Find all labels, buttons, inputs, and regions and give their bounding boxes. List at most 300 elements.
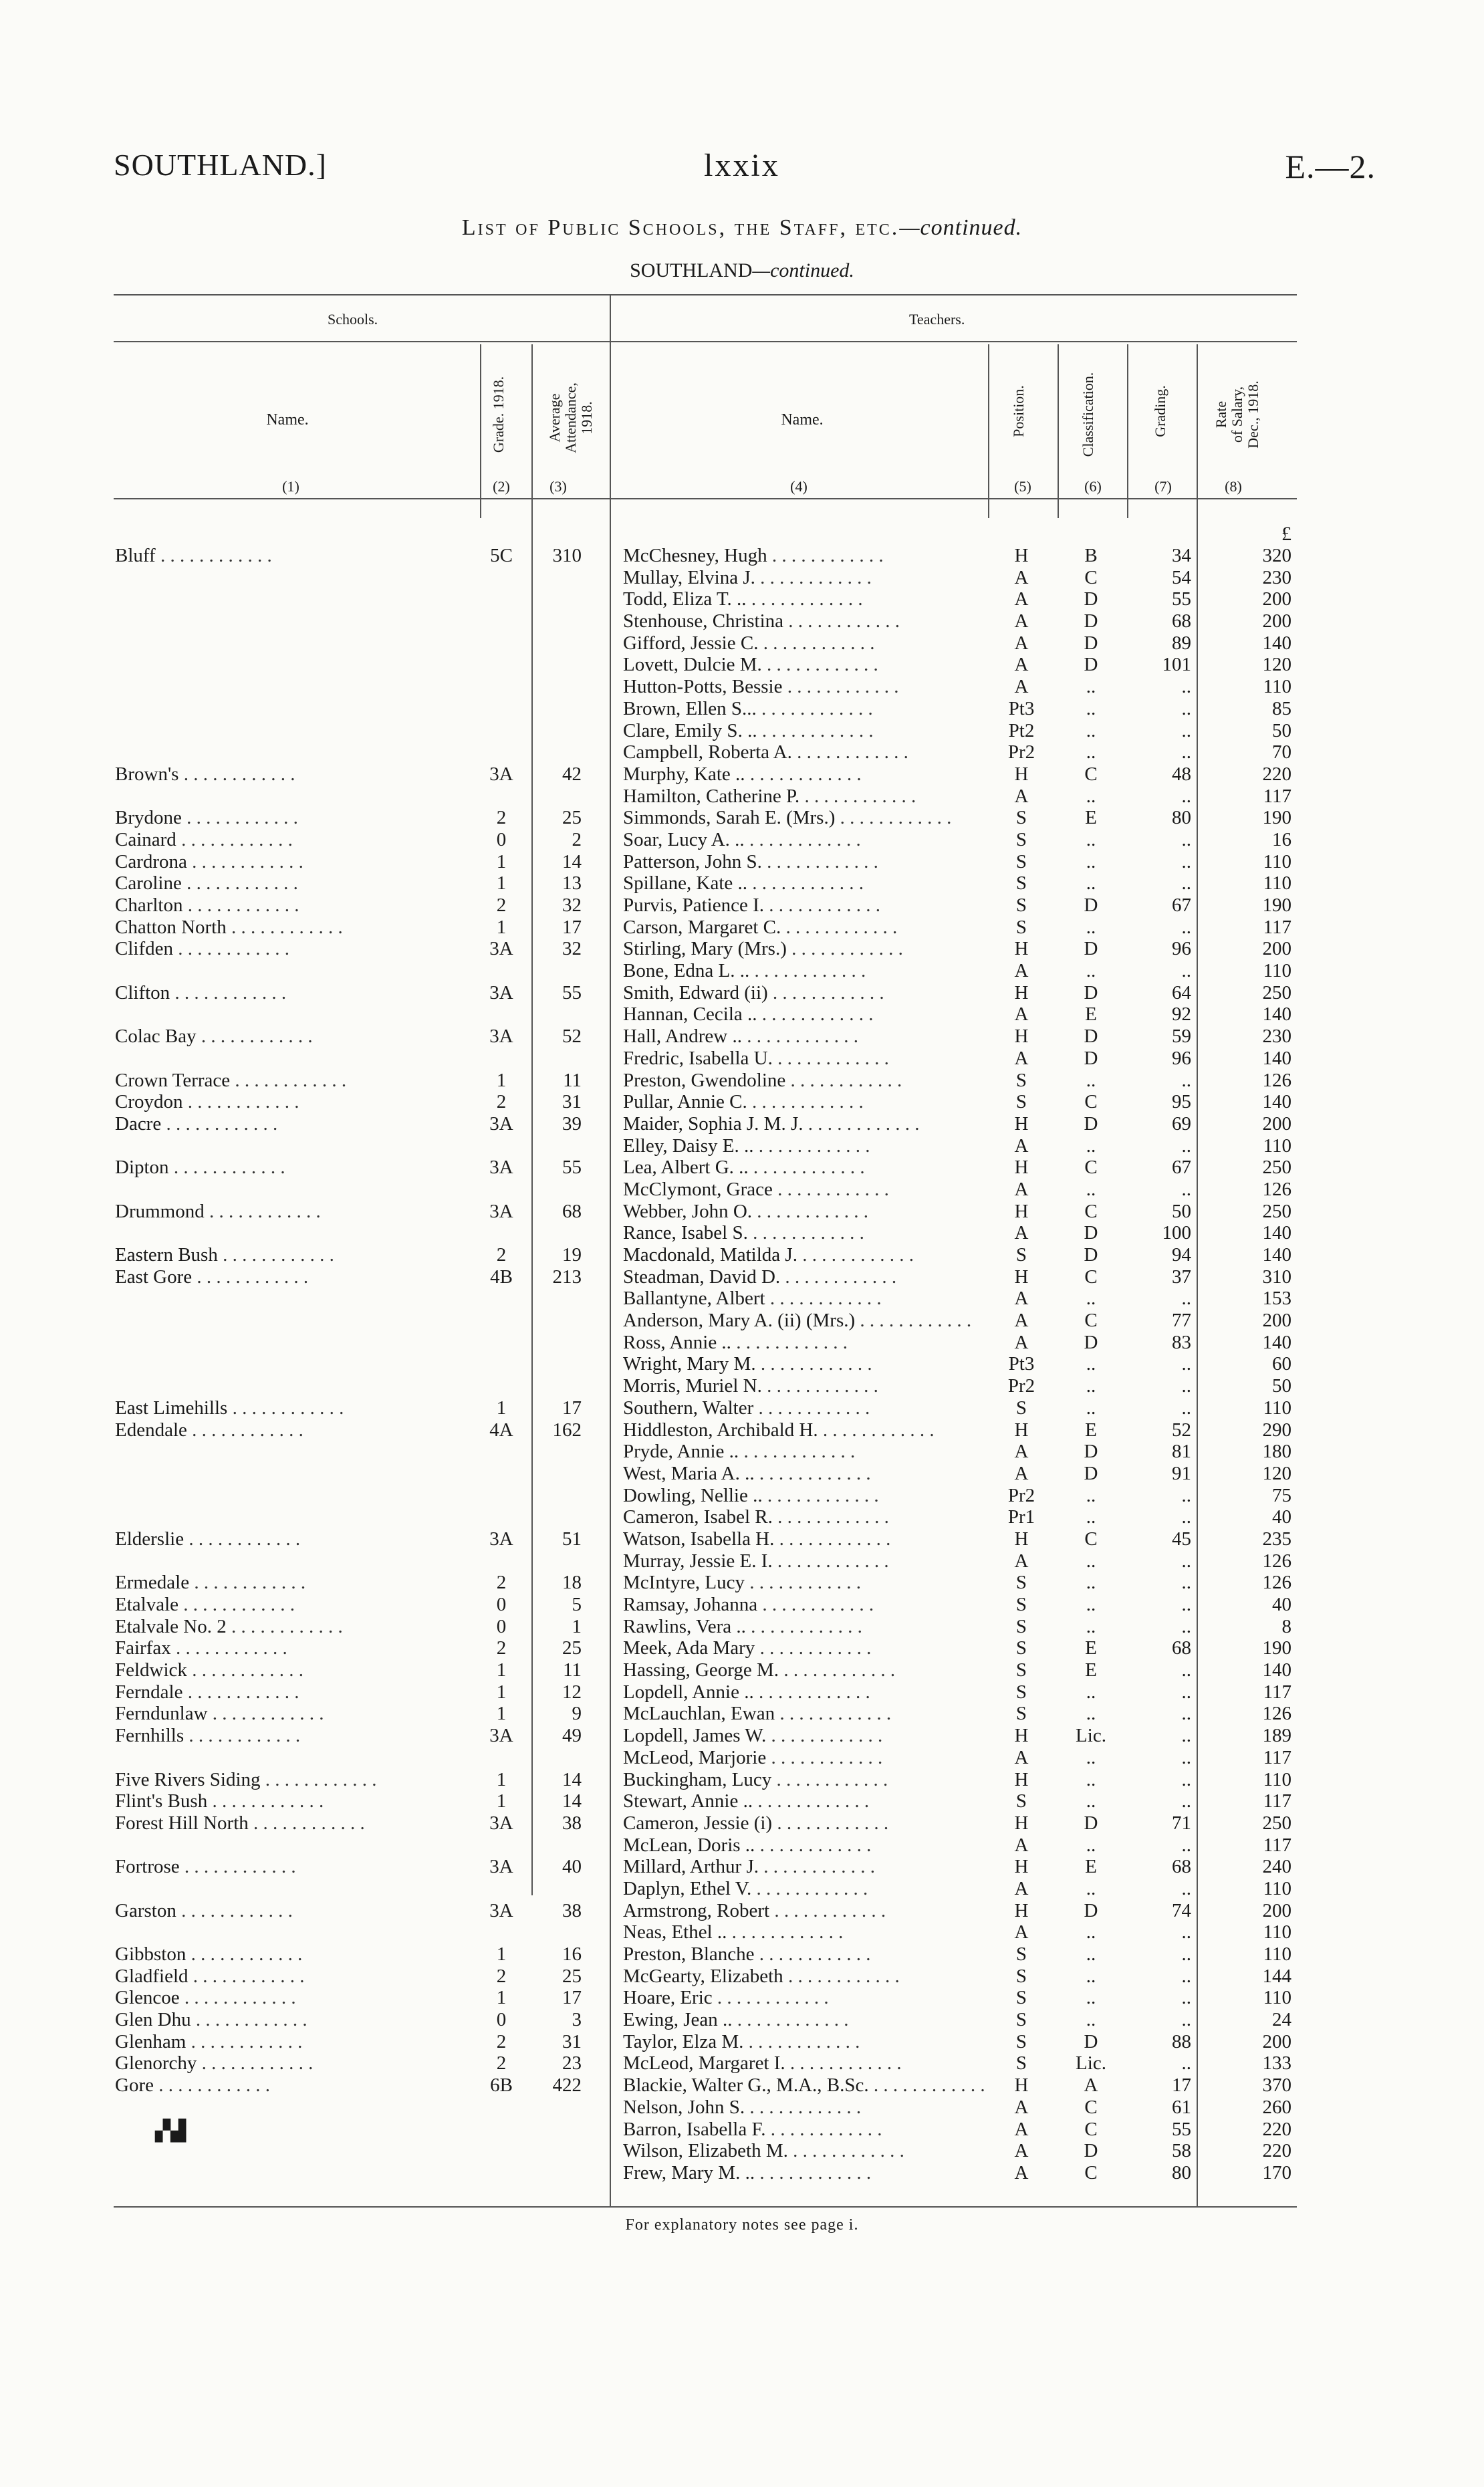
teacher-position: S xyxy=(1015,828,1027,850)
teacher-name: Barron, Isabella F. . . xyxy=(623,2119,984,2141)
table-row xyxy=(0,895,1484,917)
table-row xyxy=(0,1070,1484,1092)
table-row xyxy=(0,1113,1484,1135)
average-attendance: 55 xyxy=(562,981,582,1003)
teacher-grading: .. xyxy=(1181,785,1191,807)
table-row xyxy=(0,1747,1484,1769)
teacher-classification: D xyxy=(1084,1331,1098,1353)
average-attendance: 162 xyxy=(552,1419,582,1441)
teacher-classification: D xyxy=(1084,2030,1098,2052)
table-row xyxy=(0,1026,1484,1048)
teacher-name: Wright, Mary M. . . xyxy=(623,1353,984,1375)
table-bottom-rule xyxy=(114,2206,1297,2208)
school-name: Etalvale . . xyxy=(115,1594,489,1616)
page-title xyxy=(0,215,1484,241)
teacher-classification: .. xyxy=(1086,1615,1096,1637)
salary-rate: 110 xyxy=(1263,1943,1291,1965)
teacher-name: Carson, Margaret C. . . xyxy=(623,917,984,939)
teacher-classification: D xyxy=(1084,1812,1098,1834)
teacher-grading: .. xyxy=(1181,872,1191,895)
teacher-position: S xyxy=(1015,1943,1027,1965)
teacher-position: S xyxy=(1015,1987,1027,2009)
school-grade: 1 xyxy=(496,1659,507,1681)
school-name: Five Rivers Siding . . xyxy=(115,1769,489,1791)
teacher-position: S xyxy=(1015,1615,1027,1637)
teacher-position: S xyxy=(1015,1244,1027,1266)
table-row xyxy=(0,2009,1484,2031)
salary-rate: 180 xyxy=(1262,1441,1291,1463)
table-row xyxy=(0,1725,1484,1747)
salary-rate: 140 xyxy=(1262,1659,1291,1681)
teacher-grading: 37 xyxy=(1172,1266,1191,1288)
average-attendance: 422 xyxy=(552,2075,582,2097)
teacher-position: H xyxy=(1014,1157,1029,1179)
school-name: Glencoe . . xyxy=(115,1987,489,2009)
school-name: Charlton . . xyxy=(115,895,489,917)
table-row xyxy=(0,1659,1484,1681)
school-grade: 1 xyxy=(496,916,507,938)
school-name: Glen Dhu . . xyxy=(115,2009,489,2031)
average-attendance: 3 xyxy=(572,2009,582,2031)
teacher-classification: E xyxy=(1085,1003,1097,1026)
teacher-classification: .. xyxy=(1086,1943,1096,1965)
school-name: Glenorchy . . xyxy=(115,2052,489,2075)
teacher-name: Brown, Ellen S... . . xyxy=(623,698,984,720)
school-grade: 3A xyxy=(489,1725,513,1747)
school-name: Gore . . xyxy=(115,2075,489,2097)
teacher-name: Buckingham, Lucy . . xyxy=(623,1769,984,1791)
teacher-name: Wilson, Elizabeth M. . . xyxy=(623,2140,984,2162)
teacher-grading: .. xyxy=(1181,850,1191,872)
salary-rate: 220 xyxy=(1262,2140,1291,2162)
teacher-position: S xyxy=(1015,807,1027,829)
school-name-header: Name. xyxy=(266,411,309,429)
salary-rate: 110 xyxy=(1263,1877,1291,1899)
table-row xyxy=(0,1812,1484,1834)
table-row xyxy=(0,829,1484,851)
teacher-grading: 96 xyxy=(1172,1047,1191,1069)
teacher-position: A xyxy=(1014,1877,1029,1899)
teacher-classification: D xyxy=(1084,2140,1098,2162)
school-grade: 2 xyxy=(496,895,507,916)
table-row xyxy=(0,1878,1484,1900)
teacher-grading: 68 xyxy=(1172,1637,1191,1659)
salary-rate: 70 xyxy=(1272,741,1291,763)
teacher-classification: .. xyxy=(1086,1375,1096,1397)
teacher-grading: .. xyxy=(1181,1550,1191,1572)
salary-rate: 110 xyxy=(1263,872,1291,895)
teacher-grading: .. xyxy=(1181,1768,1191,1790)
teacher-position: A xyxy=(1014,566,1029,588)
teacher-name: Pullar, Annie C. . . xyxy=(623,1091,984,1113)
school-grade: 1 xyxy=(496,1397,507,1419)
school-grade: 3A xyxy=(489,1112,513,1135)
teacher-classification: .. xyxy=(1086,960,1096,982)
teacher-name: McLeod, Margaret I. . . xyxy=(623,2052,984,2075)
teacher-position: Pr2 xyxy=(1007,1375,1035,1397)
average-attendance: 38 xyxy=(562,1812,582,1834)
teacher-grading: .. xyxy=(1181,2052,1191,2075)
school-name: Clifden . . xyxy=(115,938,489,960)
teacher-grading: .. xyxy=(1181,1288,1191,1310)
table-row xyxy=(0,2031,1484,2053)
teacher-grading: 74 xyxy=(1172,1899,1191,1921)
salary-rate: 110 xyxy=(1263,1397,1291,1419)
school-grade: 3A xyxy=(489,1899,513,1921)
school-name: Edendale . . xyxy=(115,1419,489,1441)
average-attendance: 38 xyxy=(562,1899,582,1921)
school-name: Brydone . . xyxy=(115,807,489,829)
teacher-name: Hannan, Cecila .. . . xyxy=(623,1003,984,1026)
section-subtitle xyxy=(0,259,1484,282)
teacher-grading: .. xyxy=(1181,1484,1191,1506)
salary-rate: 117 xyxy=(1263,1790,1291,1812)
school-grade: 3A xyxy=(489,938,513,960)
teacher-grading: .. xyxy=(1181,1943,1191,1965)
teacher-grading: .. xyxy=(1181,1659,1191,1681)
salary-rate: 117 xyxy=(1263,916,1291,938)
teacher-grading: 58 xyxy=(1172,2140,1191,2162)
table-row xyxy=(0,1397,1484,1419)
teacher-grading: .. xyxy=(1181,741,1191,763)
teacher-grading: 54 xyxy=(1172,566,1191,588)
table-row xyxy=(0,2052,1484,2075)
school-name: Drummond . . xyxy=(115,1201,489,1223)
school-name: Etalvale No. 2 . . xyxy=(115,1616,489,1638)
teacher-grading: 55 xyxy=(1172,2118,1191,2140)
salary-rate: 140 xyxy=(1262,632,1291,654)
teacher-position: A xyxy=(1014,1003,1029,1026)
teacher-classification: C xyxy=(1084,2096,1098,2118)
school-name: Eastern Bush . . xyxy=(115,1244,489,1266)
teacher-name: Lovett, Dulcie M. . . xyxy=(623,654,984,676)
teacher-classification: D xyxy=(1084,895,1098,916)
teacher-position: A xyxy=(1014,2161,1029,2183)
teacher-classification: .. xyxy=(1086,676,1096,698)
salary-rate: 200 xyxy=(1262,1899,1291,1921)
table-row xyxy=(0,851,1484,873)
teacher-name: McLauchlan, Ewan . . xyxy=(623,1703,984,1725)
school-grade: 0 xyxy=(496,828,507,850)
teacher-classification: C xyxy=(1084,1200,1098,1222)
teacher-classification: .. xyxy=(1086,719,1096,741)
teacher-position: S xyxy=(1015,916,1027,938)
teacher-position: A xyxy=(1014,1310,1029,1332)
teacher-name: Smith, Edward (ii) . . xyxy=(623,982,984,1004)
teacher-position: Pr2 xyxy=(1007,741,1035,763)
school-grade: 3A xyxy=(489,981,513,1003)
teacher-name: Stewart, Annie .. . . xyxy=(623,1790,984,1812)
teacher-grading: 64 xyxy=(1172,981,1191,1003)
table-row xyxy=(0,654,1484,676)
column-number: (2) xyxy=(493,478,510,495)
teacher-classification: .. xyxy=(1086,1572,1096,1594)
school-name: Elderslie . . xyxy=(115,1528,489,1550)
teacher-name: Millard, Arthur J. . . xyxy=(623,1856,984,1878)
average-attendance: 11 xyxy=(563,1069,582,1091)
teacher-grading: 94 xyxy=(1172,1244,1191,1266)
title-suffix: —continued. xyxy=(899,215,1023,240)
salary-rate: 85 xyxy=(1272,697,1291,719)
table-row xyxy=(0,1769,1484,1791)
teacher-classification: D xyxy=(1084,938,1098,960)
teacher-position: S xyxy=(1015,2009,1027,2031)
teacher-position: H xyxy=(1014,1768,1029,1790)
school-grade: 4B xyxy=(490,1266,513,1288)
teacher-grading: .. xyxy=(1181,960,1191,982)
teacher-position: H xyxy=(1014,545,1029,566)
teacher-name: Macdonald, Matilda J. . . xyxy=(623,1244,984,1266)
average-attendance: 1 xyxy=(572,1615,582,1637)
school-grade: 1 xyxy=(496,1768,507,1790)
school-name: Gladfield . . xyxy=(115,1966,489,1988)
teacher-classification: D xyxy=(1084,1047,1098,1069)
school-grade: 1 xyxy=(496,850,507,872)
teacher-position: Pr2 xyxy=(1007,1484,1035,1506)
teacher-position: S xyxy=(1015,850,1027,872)
teacher-grading: 96 xyxy=(1172,938,1191,960)
teacher-name: Lopdell, James W. . . xyxy=(623,1725,984,1747)
teacher-grading: 101 xyxy=(1162,654,1191,676)
table-row xyxy=(0,1332,1484,1354)
footnote: For explanatory notes see page i. xyxy=(625,2216,859,2234)
attendance-header-line1: Average xyxy=(546,393,563,443)
salary-rate: 140 xyxy=(1262,1003,1291,1026)
teacher-classification: A xyxy=(1084,2075,1098,2097)
teacher-position: H xyxy=(1014,981,1029,1003)
teacher-position: Pt3 xyxy=(1008,1353,1035,1375)
teacher-name: Hoare, Eric . . xyxy=(623,1987,984,2009)
salary-rate: 16 xyxy=(1272,828,1291,850)
teacher-position: H xyxy=(1014,1266,1029,1288)
teacher-grading: 77 xyxy=(1172,1310,1191,1332)
school-grade: 6B xyxy=(490,2075,513,2097)
column-number: (3) xyxy=(549,478,567,495)
school-grade: 2 xyxy=(496,2030,507,2052)
teacher-grading: .. xyxy=(1181,1375,1191,1397)
school-name: Forest Hill North . . xyxy=(115,1812,489,1834)
teacher-position: S xyxy=(1015,895,1027,916)
table-row xyxy=(0,2119,1484,2141)
average-attendance: 25 xyxy=(562,807,582,829)
teacher-name-header: Name. xyxy=(781,411,824,429)
teacher-position: A xyxy=(1014,1178,1029,1200)
teacher-position: S xyxy=(1015,1965,1027,1987)
teacher-position: A xyxy=(1014,1331,1029,1353)
teacher-name: Murphy, Kate .. . . xyxy=(623,763,984,786)
average-attendance: 213 xyxy=(552,1266,582,1288)
teacher-name: McIntyre, Lucy . . xyxy=(623,1572,984,1594)
teacher-name: Elley, Daisy E. .. . . xyxy=(623,1135,984,1157)
salary-rate: 60 xyxy=(1272,1353,1291,1375)
school-grade: 1 xyxy=(496,1987,507,2009)
salary-rate: 110 xyxy=(1263,1768,1291,1790)
table-row xyxy=(0,1921,1484,1943)
salary-rate: 126 xyxy=(1262,1550,1291,1572)
attendance-header xyxy=(547,361,595,475)
teacher-grading: .. xyxy=(1181,1397,1191,1419)
currency-symbol: £ xyxy=(1281,523,1291,545)
teacher-name: Clare, Emily S. .. . . xyxy=(623,720,984,742)
table-row xyxy=(0,1463,1484,1485)
school-grade: 2 xyxy=(496,807,507,829)
table-row xyxy=(0,2097,1484,2119)
school-grade: 4A xyxy=(489,1419,513,1441)
teacher-grading: 55 xyxy=(1172,588,1191,610)
school-name: Ferndale . . xyxy=(115,1681,489,1703)
salary-header-line3: Dec., 1918. xyxy=(1245,380,1261,449)
salary-rate: 8 xyxy=(1281,1615,1291,1637)
table-row xyxy=(0,741,1484,763)
salary-rate: 230 xyxy=(1262,1026,1291,1048)
teacher-classification: C xyxy=(1084,2161,1098,2183)
average-attendance: 49 xyxy=(562,1725,582,1747)
average-attendance: 14 xyxy=(562,1790,582,1812)
teacher-grading: 17 xyxy=(1172,2075,1191,2097)
teacher-name: McChesney, Hugh . . xyxy=(623,545,984,567)
average-attendance: 13 xyxy=(562,872,582,895)
teacher-classification: .. xyxy=(1086,1594,1096,1615)
salary-rate: 200 xyxy=(1262,610,1291,632)
salary-header-line1: Rate xyxy=(1213,400,1229,429)
teacher-classification: .. xyxy=(1086,916,1096,938)
col-divider-5 xyxy=(1058,344,1059,518)
teacher-classification: .. xyxy=(1086,1768,1096,1790)
group-rule xyxy=(114,341,1297,342)
teacher-name: Stirling, Mary (Mrs.) . . xyxy=(623,938,984,960)
salary-rate: 126 xyxy=(1262,1703,1291,1725)
average-attendance: 17 xyxy=(562,1397,582,1419)
header-bottom-rule xyxy=(114,498,1297,499)
school-name: Brown's . . xyxy=(115,763,489,786)
average-attendance: 42 xyxy=(562,763,582,785)
salary-rate: 260 xyxy=(1262,2096,1291,2118)
table-row xyxy=(0,1222,1484,1244)
teacher-classification: .. xyxy=(1086,1484,1096,1506)
salary-rate: 190 xyxy=(1262,895,1291,916)
salary-rate: 120 xyxy=(1262,1462,1291,1484)
teacher-name: Steadman, David D. . . xyxy=(623,1266,984,1288)
table-row xyxy=(0,567,1484,589)
teacher-position: S xyxy=(1015,1572,1027,1594)
teacher-name: McClymont, Grace . . xyxy=(623,1179,984,1201)
table-row xyxy=(0,1506,1484,1528)
salary-rate: 140 xyxy=(1262,1091,1291,1113)
teacher-position: A xyxy=(1014,676,1029,698)
salary-rate: 153 xyxy=(1262,1288,1291,1310)
teacher-position: S xyxy=(1015,1703,1027,1725)
teacher-classification: D xyxy=(1084,1441,1098,1463)
average-attendance: 14 xyxy=(562,1768,582,1790)
teacher-grading: 61 xyxy=(1172,2096,1191,2118)
teacher-name: Murray, Jessie E. I. . . xyxy=(623,1550,984,1572)
page-number: lxxix xyxy=(704,148,780,183)
school-name: Ermedale . . xyxy=(115,1572,489,1594)
average-attendance: 31 xyxy=(562,2030,582,2052)
average-attendance: 40 xyxy=(562,1856,582,1878)
school-name: Dipton . . xyxy=(115,1157,489,1179)
teacher-name: Lopdell, Annie .. . . xyxy=(623,1681,984,1703)
teacher-grading: .. xyxy=(1181,1572,1191,1594)
school-grade: 3A xyxy=(489,1157,513,1179)
average-attendance: 32 xyxy=(562,895,582,916)
average-attendance: 25 xyxy=(562,1637,582,1659)
school-name: Cardrona . . xyxy=(115,851,489,873)
school-grade: 1 xyxy=(496,1069,507,1091)
teacher-grading: 71 xyxy=(1172,1812,1191,1834)
column-number: (8) xyxy=(1225,478,1242,495)
table-row xyxy=(0,1244,1484,1266)
salary-rate: 190 xyxy=(1262,1637,1291,1659)
school-grade: 3A xyxy=(489,1856,513,1878)
table-row xyxy=(0,763,1484,786)
teacher-position: H xyxy=(1014,938,1029,960)
teacher-grading: .. xyxy=(1181,2009,1191,2031)
school-grade: 2 xyxy=(496,1572,507,1594)
teacher-position: H xyxy=(1014,1812,1029,1834)
salary-rate: 140 xyxy=(1262,1222,1291,1244)
school-name: East Limehills . . xyxy=(115,1397,489,1419)
teacher-name: Blackie, Walter G., M.A., B.Sc. . . xyxy=(623,2075,984,2097)
teacher-classification: D xyxy=(1084,1462,1098,1484)
teacher-name: Rance, Isabel S. . . xyxy=(623,1222,984,1244)
teacher-grading: 59 xyxy=(1172,1026,1191,1048)
table-row xyxy=(0,1003,1484,1026)
table-row xyxy=(0,1375,1484,1397)
teacher-name: Meek, Ada Mary . . xyxy=(623,1637,984,1659)
teacher-position: H xyxy=(1014,1528,1029,1550)
salary-rate: 190 xyxy=(1262,807,1291,829)
school-grade: 1 xyxy=(496,1681,507,1703)
average-attendance: 16 xyxy=(562,1943,582,1965)
teacher-position: A xyxy=(1014,785,1029,807)
teacher-grading: .. xyxy=(1181,697,1191,719)
salary-rate: 140 xyxy=(1262,1331,1291,1353)
teacher-name: Ewing, Jean .. . . xyxy=(623,2009,984,2031)
printer-mark-icon: ▞▟ xyxy=(155,2119,187,2143)
teacher-classification: .. xyxy=(1086,1987,1096,2009)
teacher-classification: C xyxy=(1084,763,1098,785)
teacher-classification: B xyxy=(1084,545,1098,566)
teacher-position: S xyxy=(1015,872,1027,895)
school-name: Dacre . . xyxy=(115,1113,489,1135)
table-row xyxy=(0,1441,1484,1463)
teacher-name: Anderson, Mary A. (ii) (Mrs.) . . xyxy=(623,1310,984,1332)
teacher-classification: .. xyxy=(1086,785,1096,807)
teacher-name: West, Maria A. .. . . xyxy=(623,1463,984,1485)
teacher-classification: E xyxy=(1085,1637,1097,1659)
school-name: Gibbston . . xyxy=(115,1943,489,1966)
school-grade: 1 xyxy=(496,1790,507,1812)
teacher-position: A xyxy=(1014,1441,1029,1463)
table-row xyxy=(0,938,1484,960)
teacher-position: A xyxy=(1014,1550,1029,1572)
table-row xyxy=(0,1834,1484,1857)
table-row xyxy=(0,1594,1484,1616)
salary-rate: 200 xyxy=(1262,1112,1291,1135)
teacher-name: Southern, Walter . . xyxy=(623,1397,984,1419)
salary-rate: 126 xyxy=(1262,1178,1291,1200)
teacher-grading: 67 xyxy=(1172,1157,1191,1179)
teacher-grading: .. xyxy=(1181,1615,1191,1637)
school-name: Clifton . . xyxy=(115,982,489,1004)
teacher-grading: 69 xyxy=(1172,1112,1191,1135)
table-row xyxy=(0,872,1484,895)
average-attendance: 52 xyxy=(562,1026,582,1048)
classification-header: Classification. xyxy=(1080,372,1096,457)
teacher-name: Hassing, George M. . . xyxy=(623,1659,984,1681)
teacher-classification: .. xyxy=(1086,1681,1096,1703)
